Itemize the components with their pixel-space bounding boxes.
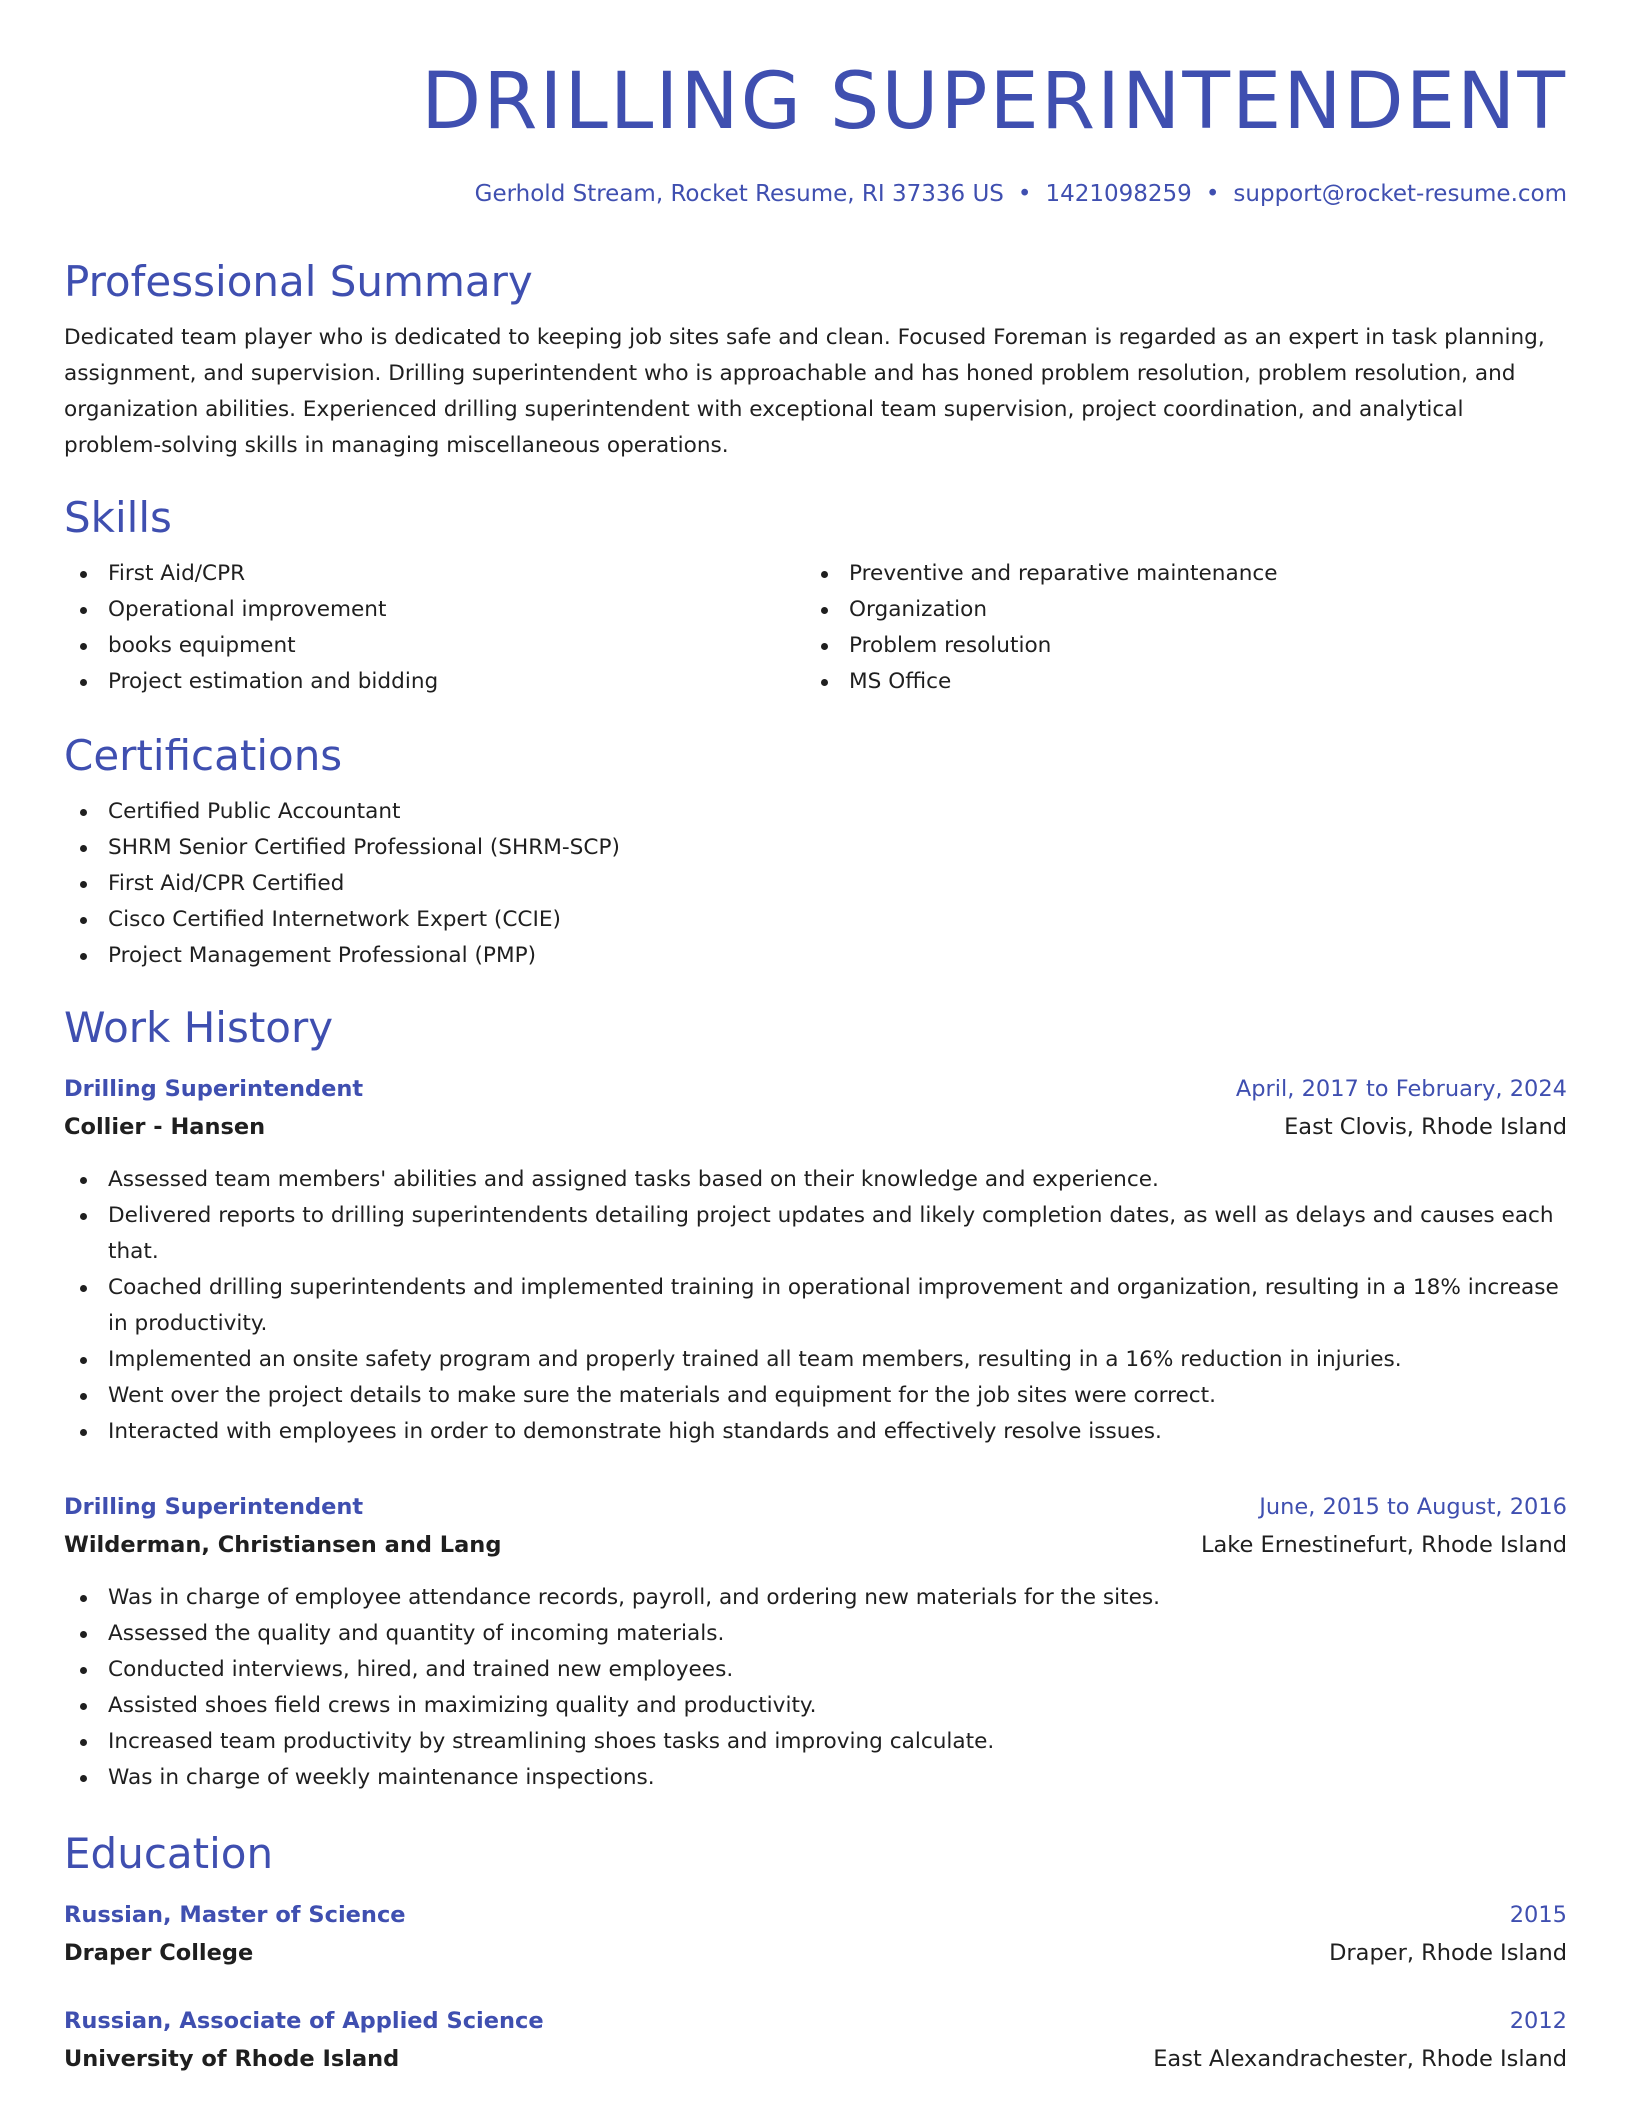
- job-duty-item: Assisted shoes field crews in maximizing quality and productivity.: [64, 1688, 1567, 1724]
- job-company: Wilderman, Christiansen and Lang: [64, 1532, 502, 1558]
- job-entry: [64, 1488, 1567, 1796]
- job-header: [64, 1488, 1567, 1526]
- contact-separator: •: [1205, 181, 1220, 207]
- job-dates: June, 2015 to August, 2016: [1259, 1494, 1567, 1520]
- skill-item: books equipment: [64, 628, 805, 664]
- certification-item: Cisco Certified Internetwork Expert (CCIE): [64, 902, 1567, 938]
- work-history-heading: Work History: [64, 1003, 334, 1052]
- education-school: University of Rhode Island: [64, 2046, 400, 2072]
- skills-column-right: [805, 556, 1546, 700]
- job-duty-item: Went over the project details to make sure the materials and equipment for the job sites were correct.: [64, 1378, 1567, 1414]
- job-company: Collier - Hansen: [64, 1114, 266, 1140]
- education-location: Draper, Rhode Island: [1329, 1940, 1567, 1966]
- education-header: [64, 2002, 1567, 2040]
- education-header: [64, 1896, 1567, 1934]
- job-location: East Clovis, Rhode Island: [1284, 1114, 1567, 1140]
- education-entry: [64, 2002, 1567, 2078]
- education-degree: Russian, Master of Science: [64, 1902, 406, 1928]
- certifications-list: [64, 794, 1567, 974]
- job-duties: [64, 1162, 1567, 1450]
- resume-title: DRILLING SUPERINTENDENT: [421, 57, 1567, 147]
- skills-list: [64, 556, 1567, 700]
- job-duty-item: Conducted interviews, hired, and trained new employees.: [64, 1652, 1567, 1688]
- job-role: Drilling Superintendent: [64, 1494, 364, 1520]
- job-location: Lake Ernestinefurt, Rhode Island: [1200, 1532, 1567, 1558]
- certifications-heading: Certifications: [64, 731, 343, 780]
- job-entry: [64, 1070, 1567, 1450]
- job-duty-item: Implemented an onsite safety program and properly trained all team members, resulting in a 16% reduction in injuries.: [64, 1342, 1567, 1378]
- job-duty-item: Increased team productivity by streamlining shoes tasks and improving calculate.: [64, 1724, 1567, 1760]
- skill-item: Operational improvement: [64, 592, 805, 628]
- job-duty-item: Delivered reports to drilling superintendents detailing project updates and likely completion dates, as well as delays and causes each that.: [64, 1198, 1567, 1270]
- job-subheader: [64, 1526, 1567, 1564]
- contact-separator: •: [1017, 181, 1032, 207]
- certification-item: SHRM Senior Certified Professional (SHRM-SCP): [64, 830, 1567, 866]
- education-subheader: [64, 1934, 1567, 1972]
- job-duty-item: Assessed the quality and quantity of incoming materials.: [64, 1616, 1567, 1652]
- education-heading: Education: [64, 1829, 274, 1878]
- education-year: 2012: [1509, 2008, 1567, 2034]
- contact-address: Gerhold Stream, Rocket Resume, RI 37336 US: [474, 181, 1004, 207]
- job-duty-item: Was in charge of employee attendance records, payroll, and ordering new materials for the sites.: [64, 1580, 1567, 1616]
- job-role: Drilling Superintendent: [64, 1076, 364, 1102]
- skill-item: Preventive and reparative maintenance: [805, 556, 1546, 592]
- certification-item: First Aid/CPR Certified: [64, 866, 1567, 902]
- certification-item: Certified Public Accountant: [64, 794, 1567, 830]
- job-duty-item: Interacted with employees in order to demonstrate high standards and effectively resolve issues.: [64, 1414, 1567, 1450]
- summary-text: Dedicated team player who is dedicated to keeping job sites safe and clean. Focused Foreman is regarded as an expert in task planning, assignment, and supervision. Drilling superintendent who is approachable and has honed problem resolution, problem resolution, and organization abilities. Experienced drilling superintendent with exceptional team supervision, project coordination, and analytical problem-solving skills in managing miscellaneous operations.: [64, 325, 1545, 458]
- job-duty-item: Was in charge of weekly maintenance inspections.: [64, 1760, 1567, 1796]
- skill-item: Project estimation and bidding: [64, 664, 805, 700]
- contact-email[interactable]: support@rocket-resume.com: [1233, 181, 1567, 207]
- job-subheader: [64, 1108, 1567, 1146]
- education-entry: [64, 1896, 1567, 1972]
- resume-page: [64, 52, 1567, 2078]
- skill-item: Organization: [805, 592, 1546, 628]
- skills-column-left: [64, 556, 805, 700]
- job-duty-item: Assessed team members' abilities and assigned tasks based on their knowledge and experience.: [64, 1162, 1567, 1198]
- contact-phone: 1421098259: [1045, 181, 1192, 207]
- education-year: 2015: [1509, 1902, 1567, 1928]
- education-school: Draper College: [64, 1940, 254, 1966]
- contact-line: [64, 178, 1567, 210]
- summary-heading: Professional Summary: [64, 257, 533, 306]
- skills-heading: Skills: [64, 493, 172, 542]
- skill-item: MS Office: [805, 664, 1546, 700]
- job-dates: April, 2017 to February, 2024: [1235, 1076, 1567, 1102]
- education-location: East Alexandrachester, Rhode Island: [1153, 2046, 1567, 2072]
- education-subheader: [64, 2040, 1567, 2078]
- job-duties: [64, 1580, 1567, 1796]
- education-degree: Russian, Associate of Applied Science: [64, 2008, 544, 2034]
- certification-item: Project Management Professional (PMP): [64, 938, 1567, 974]
- skill-item: Problem resolution: [805, 628, 1546, 664]
- job-duty-item: Coached drilling superintendents and implemented training in operational improvement and organization, resulting in a 18% increase in productivity.: [64, 1270, 1567, 1342]
- job-header: [64, 1070, 1567, 1108]
- skill-item: First Aid/CPR: [64, 556, 805, 592]
